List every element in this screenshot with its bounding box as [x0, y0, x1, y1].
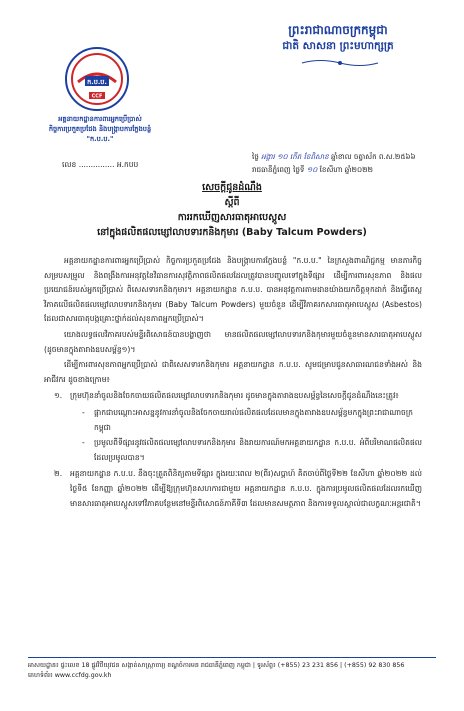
paragraph-3: ដើម្បីការពារសុខភាពអ្នកប្រើប្រាស់ ជាពិសេសទារកនិងកុមារ អគ្គនាយកដ្ឋាន ក.ប.ប. សូមជម្រាបជូនសាធារណជនទាំងអស់ និងអាជីវករ ដូចខាងក្រោម៖	[44, 360, 422, 384]
notice-title	[40, 180, 424, 240]
title-line-1: សេចក្តីជូនដំណឹង	[202, 182, 262, 193]
reference-number: លេខ ............... អ.កបប	[62, 160, 139, 169]
title-line-4: នៅក្នុងផលិតផលម្សៅលាបទារកនិងកុមារ (Baby Talcum Powders)	[97, 227, 367, 238]
item-text: អគ្គនាយកដ្ឋាន ក.ប.ប. នឹងចុះត្រួតពិនិត្យតាមទីផ្សារ ក្នុងរយៈពេល ២(ពីរ)សប្តាហ៍ គិតចាប់ពីថ្ងៃទី២២ ខែសីហា ឆ្នាំ២០២២ ដល់ថ្ងៃទី៥ ខែកញ្ញា ឆ្នាំ២០២២ ដើម្បីឱ្យក្រុមហ៊ុនសហការជាមួយ អគ្គនាយកដ្ឋាន ក.ប.ប. ក្នុងការប្រមូលផលិតផលដែលរកឃើញមានសារធាតុអាបេស្តូសទៅវិភាគបន្ថែមនៅមន្ទីរពិសោធន៍ភាគីទី៣ ដែលមានសមត្ថភាព និងការទទួលស្គាល់ជាលក្ខណៈអន្តរជាតិ។	[70, 469, 422, 508]
handwritten-date: អង្គារ ១០ កើត ខែពិសាខ	[261, 152, 329, 161]
paragraph-2: យោងលទ្ធផលវិភាគរបស់មន្ទីរពិសោធន៍បានបង្ហាញថា មានផលិតផលម្សៅលាបទារកនិងកុមារមួយចំនួនមានសារធាតុអាបេស្តូស (ដូចមានក្នុងតារាងឧបសម្ព័ន្ធ១)។	[44, 329, 422, 354]
nation-religion-king-line: ជាតិ សាសនា ព្រះមហាក្សត្រ	[282, 40, 394, 52]
date-block	[252, 150, 452, 176]
sub-item-text: ផ្អាកជាបណ្តោះអាសន្ននូវការនាំចូលនិងចែកចាយរាល់ផលិតផលដែលមានក្នុងតារាងឧបសម្ព័ន្ធមកក្នុងព្រះរាជាណាចក្រកម្ពុជា	[94, 407, 413, 432]
month-year: ខែសីហា ឆ្នាំ២០២២	[319, 165, 373, 174]
notice-body	[44, 254, 422, 513]
footer-address: អាសយដ្ឋាន៖ ផ្ទះលេខ 18 ផ្លូវវិថីយុវជន សង្កាត់សាស្រ្តាចារ្យ ខណ្ឌចំការមន រាជធានីភ្នំពេញ កម្ពុជា | ទូរស័ព្ទ៖ (+855) 23 231 856 | (+855) 92 830 856	[28, 662, 405, 669]
date-prefix: ថ្ងៃ	[252, 152, 259, 161]
handwritten-day: ១០	[306, 165, 318, 174]
footer-divider	[28, 657, 436, 658]
footer	[28, 661, 436, 681]
list-item	[44, 467, 422, 511]
title-line-3: ការរកឃើញសារធាតុអាបេស្តូស	[177, 212, 287, 223]
sub-item: - ផ្អាកជាបណ្តោះអាសន្ននូវការនាំចូលនិងចែកចាយរាល់ផលិតផលដែលមានក្នុងតារាងឧបសម្ព័ន្ធមកក្នុងព្រះរាជាណាចក្រកម្ពុជា	[82, 407, 413, 432]
ccf-logo-icon	[64, 46, 130, 112]
lunar-year: ឆ្នាំខាល ចត្វាស័ក ព.ស.២៥៦៦	[331, 152, 416, 161]
ref-label: លេខ	[62, 160, 77, 169]
item-number: ២.	[54, 469, 63, 479]
agency-line-3: "ក.ប.ប."	[86, 135, 114, 143]
footer-website: គេហទំព័រ៖ www.ccfdg.gov.kh	[28, 672, 112, 679]
kingdom-line: ព្រះរាជាណាចក្រកម្ពុជា	[288, 23, 388, 37]
list-item	[44, 389, 422, 404]
item-number: ១.	[54, 391, 63, 401]
svg-text:ក.ប.ប.: ក.ប.ប.	[87, 78, 107, 86]
title-line-2: ស្តីពី	[224, 197, 240, 208]
item-text: ក្រុមហ៊ុននាំចូលនិងចែកចាយផលិតផលម្សៅលាបទារកនិងកុមារ ដូចមានក្នុងតារាងឧបសម្ព័ន្ធនៃសេចក្តីជូនដំណឹងនេះត្រូវ៖	[70, 391, 399, 401]
city-date-prefix: រាជធានីភ្នំពេញ ថ្ងៃទី	[252, 165, 305, 174]
kingdom-header	[222, 22, 454, 54]
svg-text:CCF: CCF	[91, 93, 103, 100]
agency-name	[30, 114, 170, 144]
agency-line-1: អគ្គនាយកដ្ឋានការពារអ្នកប្រើប្រាស់	[58, 115, 142, 123]
paragraph-1: អគ្គនាយកដ្ឋានការពារអ្នកប្រើប្រាស់ កិច្ចការប្រកួតប្រជែង និងបង្ក្រាបការក្លែងបន្លំ "ក.ប.ប." នៃក្រសួងពាណិជ្ជកម្ម មានភារកិច្ចសម្របសម្រួល និងពង្រឹងការអនុវត្តនៃវិធានការសុវត្ថិភាពផលិតផលដែលត្រូវបានបញ្ចូលទៅក្នុងទីផ្សារ ដើម្បីការពារសុខភាព និងផលប្រយោជន៍របស់អ្នកប្រើប្រាស់ ពិសេសទារកនិងកុមារ។ អគ្គនាយកដ្ឋាន ក.ប.ប. បានអនុវត្តការតាមដានយ៉ាងយកចិត្តទុកដាក់ និងធ្វើតេស្តវិភាគលើផលិតផលម្សៅលាបទារកនិងកុមារ (Baby Talcum Powders) មួយចំនួន ដើម្បីវិភាគរកសារធាតុអាបេស្តូស (Asbestos) ដែលជាសារធាតុបង្កគ្រោះថ្នាក់ដល់សុខភាពអ្នកប្រើប្រាស់។	[44, 256, 422, 324]
agency-line-2: កិច្ចការប្រកួតប្រជែង និងបង្ក្រាបការក្លែងបន្លំ	[48, 125, 152, 133]
ref-suffix: អ.កបប	[116, 160, 139, 169]
ornament-divider-icon	[300, 58, 380, 68]
sub-item-text: ប្រមូលពីទីផ្សារនូវផលិតផលម្សៅលាបទារកនិងកុមារ និងរាយការណ៍មកអគ្គនាយកដ្ឋាន ក.ប.ប. អំពីបរិមាណផលិតផលដែលប្រមូលបាន។	[94, 438, 422, 462]
sub-item: - ប្រមូលពីទីផ្សារនូវផលិតផលម្សៅលាបទារកនិងកុមារ និងរាយការណ៍មកអគ្គនាយកដ្ឋាន ក.ប.ប. អំពីបរិមាណផលិតផលដែលប្រមូលបាន។	[82, 438, 422, 462]
